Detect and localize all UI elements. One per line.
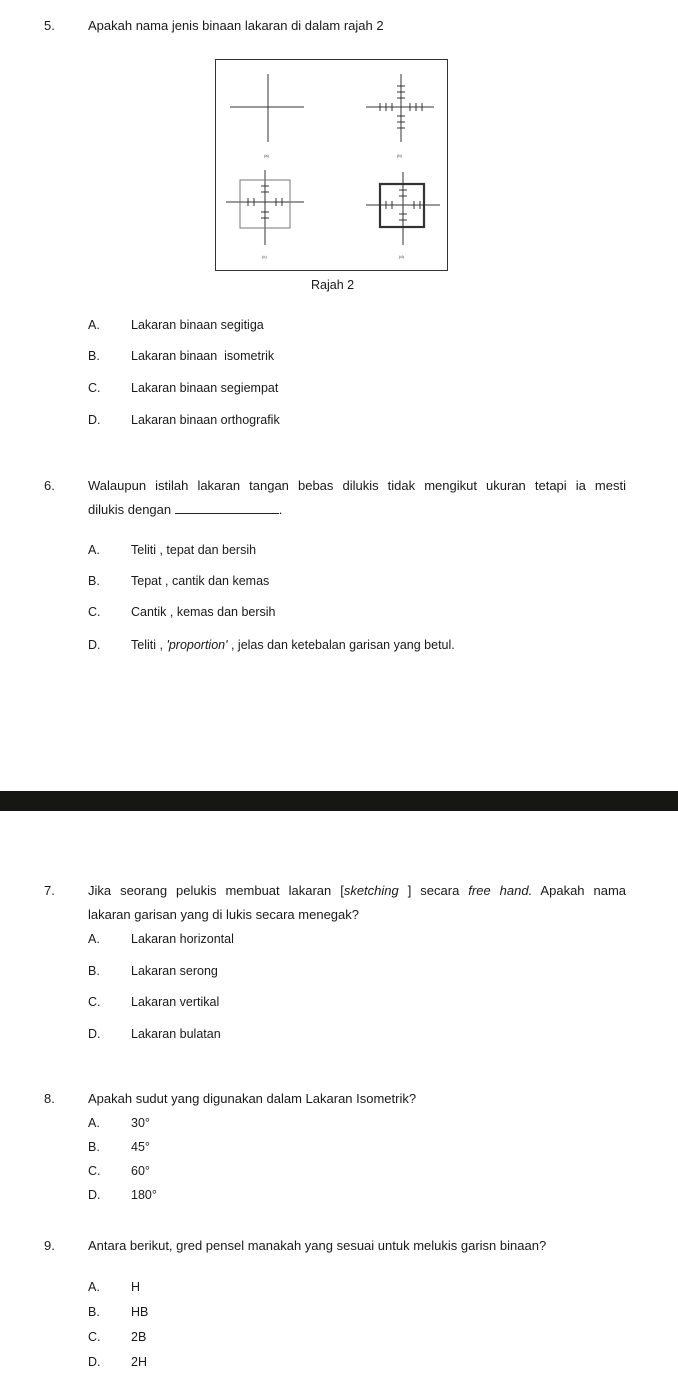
question-7-text-line1	[88, 883, 626, 898]
q8-option-d-text: 180°	[131, 1188, 157, 1202]
q9-option-a-letter: A.	[88, 1280, 100, 1294]
sketch-c	[226, 170, 304, 245]
q8-option-b-letter: B.	[88, 1140, 100, 1154]
q5-option-d-letter: D.	[88, 413, 101, 427]
q7-option-c-text: Lakaran vertikal	[131, 995, 220, 1009]
q7-option-c-letter: C.	[88, 995, 101, 1009]
q8-option-c-text: 60°	[131, 1164, 150, 1178]
q7-text-c: ] secara	[398, 883, 469, 898]
question-6-text-line2	[88, 502, 282, 517]
page-divider-band	[0, 791, 678, 811]
q7-option-b-letter: B.	[88, 964, 100, 978]
q5-option-b-text: Lakaran binaan isometrik	[131, 349, 275, 363]
q6-option-d-letter: D.	[88, 638, 101, 652]
question-8-text: Apakah sudut yang digunakan dalam Lakaran Isometrik?	[88, 1091, 417, 1106]
sublabel-d: (d)	[399, 254, 404, 259]
construction-sketch-diagram	[216, 60, 447, 270]
question-6-text-line1: Walaupun istilah lakaran tangan bebas dilukis tidak mengikut ukuran tetapi ia mesti	[88, 478, 626, 493]
q6-option-c-letter: C.	[88, 605, 101, 619]
q6-option-a-letter: A.	[88, 543, 100, 557]
q7-text-a: Jika seorang pelukis membuat lakaran [	[88, 883, 344, 898]
q9-option-d-text: 2H	[131, 1355, 147, 1369]
q6-option-a-text: Teliti , tepat dan bersih	[131, 543, 257, 557]
q8-option-c-letter: C.	[88, 1164, 101, 1178]
answer-blank	[175, 502, 279, 514]
q8-option-b-text: 45°	[131, 1140, 150, 1154]
question-7-text-line2: lakaran garisan yang di lukis secara menegak?	[88, 907, 359, 922]
sublabel-b: (b)	[397, 153, 402, 158]
q6-option-d-text-before: Teliti ,	[131, 638, 167, 652]
question-9-number: 9.	[44, 1238, 55, 1253]
question-5-text: Apakah nama jenis binaan lakaran di dalam rajah 2	[88, 18, 384, 33]
sketch-b	[366, 74, 434, 142]
q6-option-d-text-after: , jelas dan ketebalan garisan yang betul.	[227, 638, 455, 652]
q7-option-a-letter: A.	[88, 932, 100, 946]
q7-option-b-text: Lakaran serong	[131, 964, 218, 978]
q7-text-e: Apakah nama	[532, 883, 627, 898]
q7-option-d-text: Lakaran bulatan	[131, 1027, 221, 1041]
figure-rajah-2	[215, 59, 448, 271]
sublabel-a: (a)	[264, 153, 269, 158]
q5-option-a-letter: A.	[88, 318, 100, 332]
q8-option-a-text: 30°	[131, 1116, 150, 1130]
q5-option-a-text: Lakaran binaan segitiga	[131, 318, 264, 332]
sublabel-c: (c)	[262, 254, 267, 259]
sketch-d	[366, 172, 440, 245]
question-7-number: 7.	[44, 883, 55, 898]
q8-option-d-letter: D.	[88, 1188, 101, 1202]
q9-option-a-text: H	[131, 1280, 141, 1294]
question-6-text-start: dilukis dengan	[88, 502, 172, 517]
q5-option-c-text: Lakaran binaan segiempat	[131, 381, 279, 395]
q6-option-d-text	[131, 638, 455, 652]
q6-option-b-letter: B.	[88, 574, 100, 588]
question-5-number: 5.	[44, 18, 55, 33]
question-6-text-end: .	[278, 502, 283, 517]
q6-option-b-text: Tepat , cantik dan kemas	[131, 574, 270, 588]
q6-option-d-text-italic: 'proportion'	[166, 638, 228, 652]
q9-option-b-text: HB	[131, 1305, 149, 1319]
q7-text-d: free hand.	[468, 883, 533, 898]
q5-option-c-letter: C.	[88, 381, 101, 395]
q5-option-d-text: Lakaran binaan orthografik	[131, 413, 280, 427]
q7-option-d-letter: D.	[88, 1027, 101, 1041]
question-6-number: 6.	[44, 478, 55, 493]
question-9-text: Antara berikut, gred pensel manakah yang sesuai untuk melukis garisn binaan?	[88, 1238, 547, 1253]
q9-option-d-letter: D.	[88, 1355, 101, 1369]
q9-option-c-letter: C.	[88, 1330, 101, 1344]
sketch-a	[230, 74, 304, 142]
q7-option-a-text: Lakaran horizontal	[131, 932, 234, 946]
question-8-number: 8.	[44, 1091, 55, 1106]
q9-option-b-letter: B.	[88, 1305, 100, 1319]
q5-option-b-letter: B.	[88, 349, 100, 363]
q8-option-a-letter: A.	[88, 1116, 100, 1130]
q9-option-c-text: 2B	[131, 1330, 147, 1344]
q7-text-b: sketching	[343, 883, 399, 898]
q6-option-c-text: Cantik , kemas dan bersih	[131, 605, 276, 619]
figure-caption: Rajah 2	[311, 278, 355, 292]
